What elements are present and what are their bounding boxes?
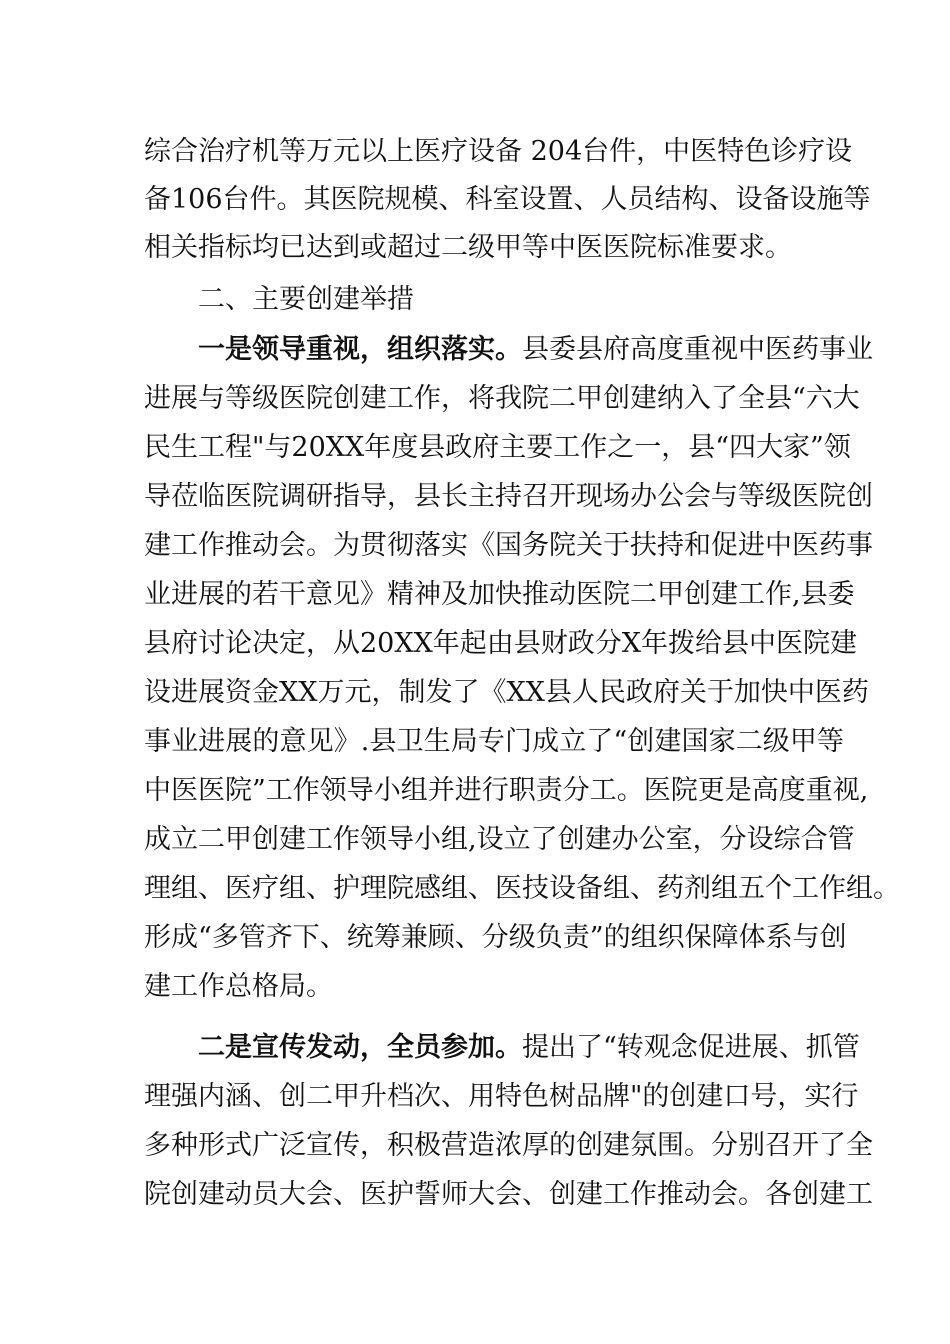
paragraph-line: 多种形式广泛宣传，积极营造浓厚的创建氛围。分别召开了全	[144, 1130, 873, 1161]
paragraph-line: 建工作推动会。为贯彻落实《国务院关于扶持和促进中医药事	[144, 530, 873, 561]
paragraph-line: 理组、医疗组、护理院感组、医技设备组、药剂组五个工作组。	[144, 873, 900, 904]
paragraph-line: 导莅临医院调研指导，县长主持召开现场办公会与等级医院创	[144, 481, 873, 512]
paragraph-line: 县府讨论决定，从20XX年起由县财政分X年拨给县中医院建	[144, 628, 858, 659]
paragraph-line: 进展与等级医院创建工作，将我院二甲创建纳入了全县“六大	[144, 383, 860, 414]
paragraph-first-line	[198, 330, 873, 370]
paragraph-line: 事业进展的意见》.县卫生局专门成立了“创建国家二级甲等	[144, 726, 844, 757]
paragraph-line: 成立二甲创建工作领导小组,设立了创建办公室，分设综合管	[144, 824, 855, 855]
paragraph-lead: 二是宣传发动，全员参加。	[198, 1032, 522, 1063]
paragraph-line: 中医医院”工作领导小组并进行职责分工。医院更是高度重视,	[144, 775, 869, 806]
intro-line: 备106台件。其医院规模、科室设置、人员结构、设备设施等	[144, 184, 871, 215]
section-heading: 二、主要创建举措	[198, 284, 414, 315]
paragraph-text: 提出了“转观念促进展、抓管	[522, 1032, 860, 1063]
paragraph-line: 理强内涵、创二甲升档次、用特色树品牌"的创建口号，实行	[144, 1081, 859, 1112]
paragraph-first-line	[198, 1028, 860, 1068]
paragraph-line: 设进展资金XX万元，制发了《XX县人民政府关于加快中医药	[144, 677, 869, 708]
paragraph-line: 形成“多管齐下、统筹兼顾、分级负责”的组织保障体系与创	[144, 922, 847, 953]
paragraph-line: 业进展的若干意见》精神及加快推动医院二甲创建工作,县委	[144, 579, 855, 610]
paragraph-lead: 一是领导重视，组织落实。	[198, 334, 522, 365]
intro-line: 相关指标均已达到或超过二级甲等中医医院标准要求。	[144, 232, 792, 263]
paragraph-line: 民生工程"与20XX年度县政府主要工作之一，县“四大家”领	[144, 432, 851, 463]
intro-line: 综合治疗机等万元以上医疗设备 204台件，中医特色诊疗设	[144, 136, 853, 167]
paragraph-text: 县委县府高度重视中医药事业	[522, 334, 873, 365]
paragraph-line: 建工作总格局。	[144, 971, 333, 1002]
paragraph-line: 院创建动员大会、医护誓师大会、创建工作推动会。各创建工	[144, 1179, 873, 1210]
